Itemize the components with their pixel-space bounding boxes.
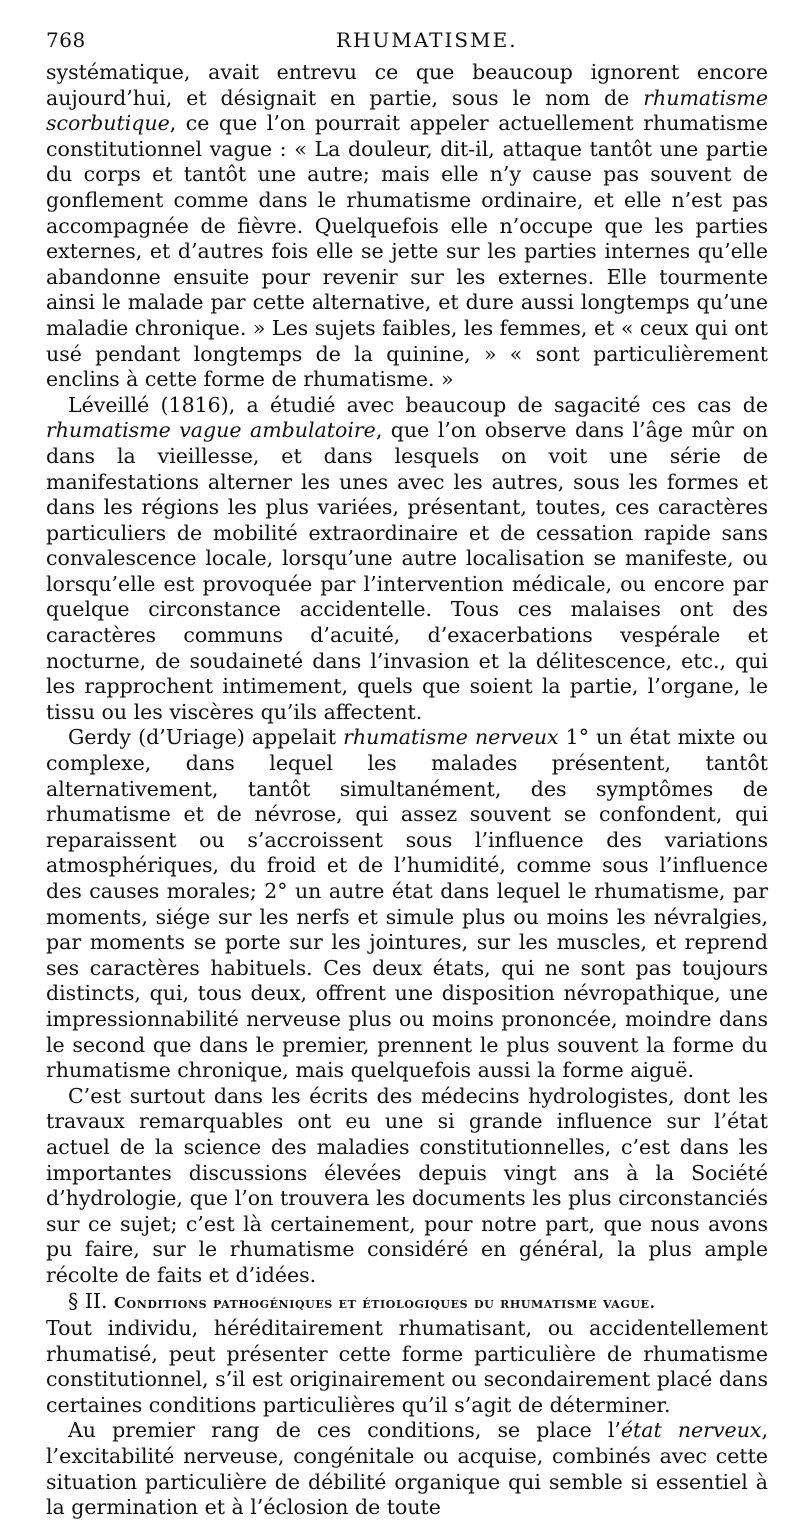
section-mark: § II. (68, 1288, 108, 1313)
text-run: Léveillé (1816), a étudié avec beaucoup de sagacité ces cas de (68, 392, 768, 417)
section-title: Conditions pathogéniques et étiologiques du rhumatisme vague. (114, 1293, 656, 1312)
text-run: systématique, avait entrevu ce que beaucoup ignorent encore aujourd’hui, et désignait en partie, sous le nom de (46, 60, 768, 110)
paragraph (46, 1084, 768, 1289)
running-head: RHUMATISME. (336, 28, 518, 52)
paragraph (46, 1418, 768, 1520)
text-run: C’est surtout dans les écrits des médecins hydrologistes, dont les travaux remarquables ont eu une si grande influence sur l’état actuel de la science des maladies constitutionnelles, c’est dans les importantes discussions élevées depuis vingt ans à la Société d’hydrologie, que l’on trouvera les documents les plus circonstanciés sur ce sujet; c’est là certainement, pour notre part, que nous avons pu faire, sur le rhumatisme considéré en général, la plus ample récolte de faits et d’idées. (46, 1083, 768, 1287)
paragraph (46, 725, 768, 1083)
text-run: 1° un état mixte ou complexe, dans lequel les malades présentent, tantôt alternativement, tantôt simultanément, des symptômes de rhumatisme et de névrose, qui assez souvent se confondent, qui reparaissent ou s’accroissent sous l’influence des variations atmosphériques, du froid et de l’humidité, comme sous l’influence des causes morales; 2° un autre état dans lequel le rhumatisme, par moments, siége sur les nerfs et simule plus ou moins les névralgies, par moments se porte sur les jointures, sur les muscles, et reprend ses caractères habituels. Ces deux états, qui ne sont pas toujours distincts, qui, tous deux, offrent une disposition névropathique, une impressionnabilité nerveuse plus ou moins prononcée, moindre dans le second que dans le premier, prennent le plus souvent la forme du rhumatisme chronique, mais quelquefois aussi la forme aiguë. (46, 725, 768, 1083)
text-run: , ce que l’on pourrait appeler actuellement rhumatisme constitutionnel vague : « La douleur, dit-il, attaque tantôt une partie du corps et tantôt une autre; mais elle n’y cause pas souvent de gonflement comme dans le rhumatisme ordinaire, et elle n’est pas accompagnée de fièvre. Quelquefois elle n’occupe que les parties externes, et d’autres fois elle se jette sur les parties internes qu’elle abandonne ensuite pour revenir sur les externes. Elle tourmente ainsi le malade par cette alternative, et dure aussi longtemps qu’une maladie chronique. » Les sujets faibles, les femmes, et « ceux qui ont usé pendant longtemps de la quinine, » « sont particulièrement enclins à cette forme de rhumatisme. » (46, 111, 768, 392)
text-run: , que l’on observe dans l’âge mûr on dans la vieillesse, et dans lesquels on voit une série de manifestations alterner les unes avec les autres, sous les formes et dans les régions les plus variées, présentant, toutes, ces caractères particuliers de mobilité extraordinaire et de cessation rapide sans convalescence locale, lorsqu’une autre localisation se manifeste, ou lorsqu’elle est provoquée par l’intervention médicale, ou encore par quelque circonstance accidentelle. Tous ces malaises ont des caractères communs d’acuité, d’exacerbations vespérale et nocturne, de soudaineté dans l’invasion et la délitescence, etc., qui les rapprochent intimement, quels que soient la partie, l’organe, le tissu ou les viscères qu’ils affectent. (46, 418, 768, 724)
paragraph (46, 1316, 768, 1418)
paragraph (46, 393, 768, 726)
italic-term: rhumatisme vague ambulatoire (46, 418, 376, 443)
text-run: Gerdy (d’Uriage) appelait (68, 725, 344, 750)
text-run: Tout individu, héréditairement rhumatisant, ou accidentellement rhumatisé, peut présenter cette forme particulière de rhumatisme constitutionnel, s’il est originairement ou secondairement placé dans certaines conditions particulières qu’il s’agit de déterminer. (46, 1316, 768, 1417)
paragraph (46, 60, 768, 393)
text-run: Au premier rang de ces conditions, se place l’ (68, 1418, 621, 1443)
italic-term: rhumatisme scorbutique (46, 85, 768, 136)
page-number: 768 (46, 28, 86, 52)
italic-term: état nerveux (620, 1418, 762, 1443)
body-text (46, 60, 768, 1521)
book-page (46, 28, 768, 1521)
italic-term: rhumatisme nerveux (343, 725, 559, 750)
text-run: , l’excitabilité nerveuse, congénitale ou acquise, combinés avec cette situation particulière de débilité organique qui semble si essentiel à la germination et à l’éclosion de toute (46, 1418, 768, 1520)
page-header (46, 28, 768, 60)
section-heading (46, 1289, 768, 1317)
